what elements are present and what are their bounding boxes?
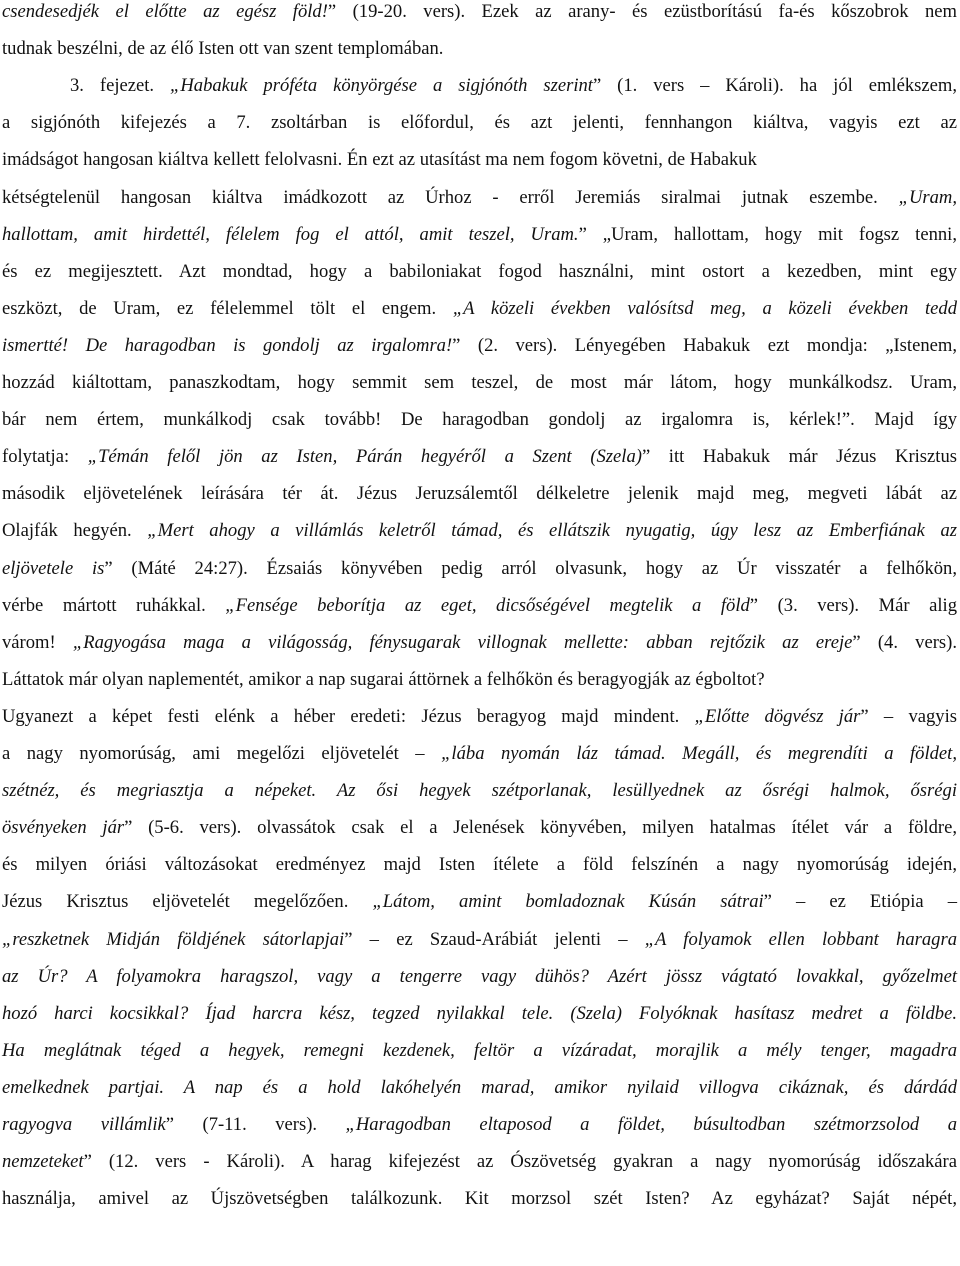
body-text: 3. fejezet. [70,75,171,97]
body-text: ” – vagyis [860,705,957,727]
body-text: ” (2. vers). Lényegében Habakuk ezt mondja: „Istenem, [452,334,958,356]
body-text: Olajfák hegyén. [2,520,148,542]
text-line [2,962,957,992]
quoted-scripture-text: hallottam, amit hirdettél, félelem fog el attól, amit teszel, Uram. [2,223,579,245]
body-text: ” itt Habakuk már Jézus Krisztus [641,446,957,468]
quoted-scripture-text: „Fensége beborítja az eget, dicsőségével megtelik a föld [225,594,750,616]
body-text: ” (5-6. vers). olvassátok csak el a Jelenések könyvében, milyen hatalmas ítélet vár a földre, [124,817,957,839]
quoted-scripture-text: ösvényeken jár [2,817,125,839]
text-line [2,442,957,472]
body-text: bár nem értem, munkálkodj csak tovább! De haragodban gondolj az irgalomra is, kérlek!”. Majd így [2,409,957,431]
text-line [2,1184,957,1214]
text-line [2,739,957,769]
body-text: ” – ez Etiópia – [763,891,957,913]
quoted-scripture-text: Ha meglátnak téged a hegyek, remegni kezdenek, feltör a vízáradat, morajlik a mély tenger, magadra [2,1039,957,1061]
body-text: ” (19-20. vers). Ezek az arany- és ezüstborítású fa-és kőszobrok nem [327,1,957,22]
body-text: eszközt, de Uram, ez félelemmel tölt el engem. [2,297,453,319]
quoted-scripture-text: „Látom, amint bomladoznak Kúsán sátrai [372,891,764,913]
text-line [2,479,957,509]
text-line [2,0,957,27]
text-line [2,145,957,175]
quoted-scripture-text: eljövetele is [2,557,105,579]
text-line [2,999,957,1029]
text-line [2,405,957,435]
text-line [2,368,957,398]
body-text: ” (12. vers - Károli). A harag kifejezést az Ószövetség gyakran a nagy nyomorúság időszakára [83,1151,957,1173]
quoted-scripture-text: „Ragyogása maga a világosság, fénysugarak villognak mellette: abban rejtőzik az ereje [72,631,853,653]
quoted-scripture-text: „Habakuk próféta könyörgése a sigjónóth szerint [170,75,593,97]
quoted-scripture-text: „A közeli években valósítsd meg, a közeli években tedd [452,297,957,319]
text-line [2,183,957,213]
body-text: használja, amivel az Újszövetségben találkozunk. Kit morzsol szét Isten? Az egyházat? Saját népét, [2,1188,957,1210]
text-line [2,1110,957,1140]
body-text: Ugyanezt a képet festi elénk a héber eredeti: Jézus beragyog majd mindent. [2,705,695,727]
text-line [2,628,957,658]
quoted-scripture-text: „Mert ahogy a villámlás keletről támad, és ellátszik nyugatig, úgy lesz az Emberfiának az [147,520,957,542]
body-text: ” (1. vers – Károli). ha jól emlékszem, [592,75,957,97]
text-line [2,1073,957,1103]
quoted-scripture-text: „lába nyomán láz támad. Megáll, és megrendíti a földet, [441,743,957,764]
body-text: a nagy nyomorúság, ami megelőzi eljövetelét – [2,743,442,764]
body-text: Láttatok már olyan naplementét, amikor a nap sugarai áttörnek a felhőkön és beragyogják az égboltot? [2,668,765,690]
body-text: folytatja: [2,446,88,468]
quoted-scripture-text: „Témán felől jön az Isten, Párán hegyéről a Szent (Szela) [87,446,642,468]
quoted-scripture-text: nemzeteket [2,1151,84,1173]
quoted-scripture-text: csendesedjék el előtte az egész föld! [2,1,328,22]
quoted-scripture-text: szétnéz, és megriasztja a népeket. Az ősi hegyek szétporlanak, lesüllyednek az ősrégi halmok, ősrégi [2,780,957,802]
body-text: ” (7-11. vers). [165,1114,346,1135]
body-text: imádságot hangosan kiáltva kellett felolvasni. Én ezt az utasítást ma nem fogom követni, de Habakuk [2,149,757,171]
body-text: ” – ez Szaud-Arábiát jelenti – [344,928,645,950]
body-text: ” (Máté 24:27). Ézsaiás könyvében pedig arról olvasunk, hogy az Úr visszatér a felhőkön, [104,557,957,579]
body-text: kétségtelenül hangosan kiáltva imádkozott az Úrhoz - erről Jeremiás siralmai jutnak eszembe. [2,186,899,208]
text-line [2,702,957,732]
text-line [2,516,957,546]
body-text: második eljövetelének leírására tér át. Jézus Jeruzsálemtől délkeletre jelenik majd meg, megveti lábát az [2,483,957,505]
text-line [2,925,957,955]
body-text: és milyen óriási változásokat eredményez majd Isten ítélete a föld felszínén a nagy nyomorúság idején, [2,854,957,876]
quoted-scripture-text: emelkednek partjai. A nap és a hold lakóhelyén marad, amikor nyilaid villogva cikáznak, és dárdád [2,1076,957,1098]
quoted-scripture-text: ragyogva villámlik [2,1114,166,1135]
text-line [2,1036,957,1066]
text-line [2,554,957,584]
text-line [2,34,957,64]
body-text: ” „Uram, hallottam, hogy mit fogsz tenni, [578,223,957,245]
text-line [2,108,957,138]
quoted-scripture-text: hozó harci kocsikkal? Íjad harcra kész, tegzed nyilakkal tele. (Szela) Folyóknak hasítasz medret a földbe. [2,1002,957,1024]
body-text: és ez megijesztett. Azt mondtad, hogy a babiloniakat fogod használni, mint ostort a kezedben, mint egy [2,260,957,282]
quoted-scripture-text: „A folyamok ellen lobbant haragra [644,928,957,950]
body-text: tudnak beszélni, de az élő Isten ott van szent templomában. [2,38,444,60]
quoted-scripture-text: „Előtte dögvész jár [694,705,861,727]
text-line [2,71,957,101]
body-text: ” (4. vers). [852,631,958,653]
text-line [2,220,957,250]
text-line [2,665,957,695]
quoted-scripture-text: „Haragodban eltaposod a földet, búsultodban szétmorzsolod a [345,1114,957,1135]
quoted-scripture-text: „reszketnek Midján földjének sátorlapjai [2,928,345,950]
body-text: vérbe mártott ruhákkal. [2,594,226,616]
text-line [2,1147,957,1177]
text-line [2,294,957,324]
text-line [2,887,957,917]
text-line [2,850,957,880]
body-text: Jézus Krisztus eljövetelét megelőzően. [2,891,373,913]
text-line [2,813,957,843]
body-text: várom! [2,631,73,653]
quoted-scripture-text: az Úr? A folyamokra haragszol, vagy a tengerre vagy dühös? Azért jössz vágtató lovakkal, győzelmet [2,965,957,987]
quoted-scripture-text: „Uram, [898,186,957,208]
text-line [2,776,957,806]
body-text: a sigjónóth kifejezés a 7. zsoltárban is előfordul, és azt jelenti, fennhangon kiáltva, vagyis ezt az [2,112,957,134]
text-line [2,331,957,361]
body-text: hozzád kiáltottam, panaszkodtam, hogy semmit sem teszel, de most már látom, hogy munkálkodsz. Uram, [2,372,957,393]
quoted-scripture-text: ismertté! De haragodban is gondolj az irgalomra! [2,334,453,356]
body-text: ” (3. vers). Már alig [749,594,957,616]
text-line [2,591,957,621]
text-line [2,257,957,287]
